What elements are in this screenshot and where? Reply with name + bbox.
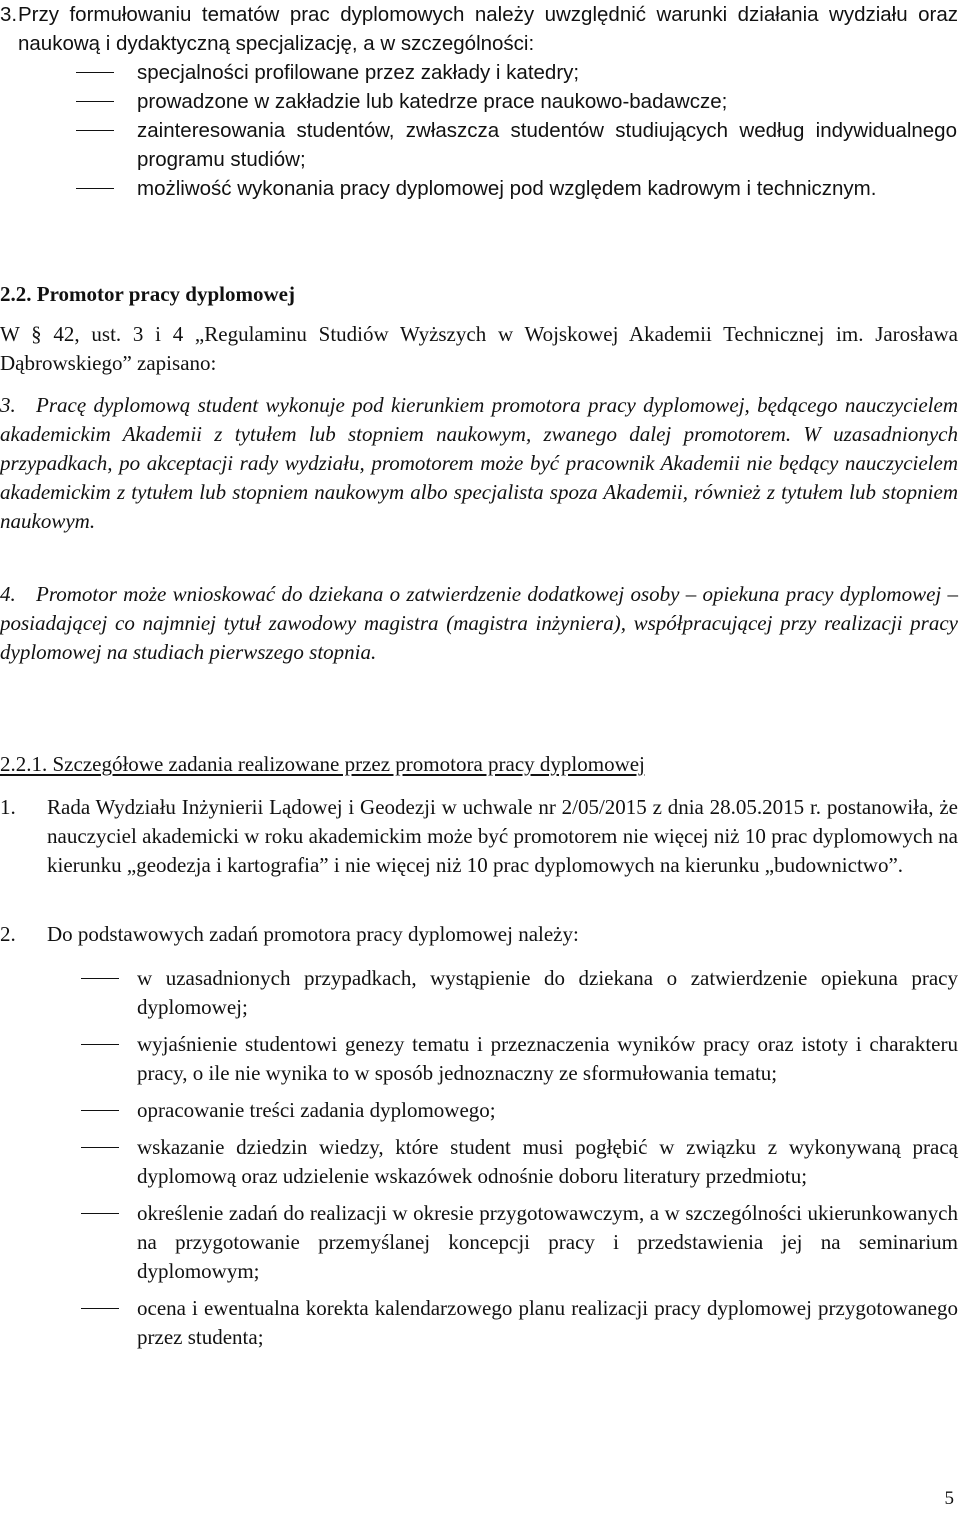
list-item: w uzasadnionych przypadkach, wystąpienie do dziekana o zatwierdzenie opiekuna pracy dyplomowej; bbox=[0, 964, 958, 1022]
numbered-item-2: 2. Do podstawowych zadań promotora pracy dyplomowej należy: bbox=[0, 922, 579, 946]
dash-bullet-icon bbox=[76, 72, 114, 73]
quote-item-4: 4. Promotor może wnioskować do dziekana o zatwierdzenie dodatkowej osoby – opiekuna pracy dyplomowej – posiadającej co najmniej tytuł zawodowy magistra (magistra inżyniera), współpracującej przy realizacji pracy dyplomowej na studiach pierwszego stopnia. bbox=[0, 582, 958, 664]
list-item: opracowanie treści zadania dyplomowego; bbox=[0, 1096, 958, 1125]
dash-bullet-icon bbox=[76, 101, 114, 102]
list-item: prowadzone w zakładzie lub katedrze prace naukowo-badawcze; bbox=[0, 87, 957, 116]
list-item: zainteresowania studentów, zwłaszcza studentów studiujących według indywidualnego programu studiów; bbox=[0, 116, 957, 174]
duties-list bbox=[0, 964, 958, 1360]
dash-bullet-icon bbox=[81, 1044, 119, 1045]
section-2-2-heading: 2.2. Promotor pracy dyplomowej bbox=[0, 282, 295, 306]
numbered-item-1: 1. Rada Wydziału Inżynierii Lądowej i Geodezji w uchwale nr 2/05/2015 z dnia 28.05.2015 r. postanowiła, że nauczyciel akademicki w roku akademickim może być promotorem nie więcej niż 10 prac dyplomowych na kierunku „geodezja i kartografia” i nie więcej niż 10 prac dyplomowych na kierunku „budownictwo”. bbox=[0, 795, 958, 877]
quote-item-3: 3. Pracę dyplomową student wykonuje pod kierunkiem promotora pracy dyplomowej, będącego nauczycielem akademickim Akademii z tytułem lub stopniem naukowym, zwanego dalej promotorem. W uzasadnionych przypadkach, po akceptacji rady wydziału, promotorem może być pracownik Akademii nie będący nauczycielem akademickim z tytułem lub stopniem naukowym albo specjalista spoza Akademii, również z tytułem lub stopniem naukowym. bbox=[0, 393, 958, 533]
section-3 bbox=[0, 0, 958, 203]
list-item: ocena i ewentualna korekta kalendarzowego planu realizacji pracy dyplomowej przygotowanego przez studenta; bbox=[0, 1294, 958, 1352]
dash-bullet-icon bbox=[81, 1213, 119, 1214]
dash-bullet-icon bbox=[81, 1110, 119, 1111]
list-item: specjalności profilowane przez zakłady i katedry; bbox=[0, 58, 957, 87]
list-item: wskazanie dziedzin wiedzy, które student musi pogłębić w związku z wykonywaną pracą dyplomową oraz udzielenie wskazówek odnośnie doboru literatury przedmiotu; bbox=[0, 1133, 958, 1191]
section-3-number: 3. bbox=[0, 3, 18, 26]
dash-bullet-icon bbox=[76, 188, 114, 189]
section-3-text: Przy formułowaniu tematów prac dyplomowych należy uwzględnić warunki działania wydziału oraz naukową i dydaktyczną specjalizację, a w szczególności: bbox=[18, 3, 958, 55]
dash-bullet-icon bbox=[81, 1147, 119, 1148]
dash-bullet-icon bbox=[76, 130, 114, 131]
list-item: możliwość wykonania pracy dyplomowej pod względem kadrowym i technicznym. bbox=[0, 174, 957, 203]
section-2-2-intro: W § 42, ust. 3 i 4 „Regulaminu Studiów Wyższych w Wojskowej Akademii Technicznej im. Jarosława Dąbrowskiego” zapisano: bbox=[0, 322, 958, 375]
dash-bullet-icon bbox=[81, 978, 119, 979]
section-2-2-1-heading: 2.2.1. Szczegółowe zadania realizowane przez promotora pracy dyplomowej bbox=[0, 752, 645, 776]
list-item: wyjaśnienie studentowi genezy tematu i przeznaczenia wyników pracy oraz istoty i charakteru pracy, o ile nie wynika to w sposób jednoznaczny ze sformułowania tematu; bbox=[0, 1030, 958, 1088]
dash-bullet-icon bbox=[81, 1308, 119, 1309]
list-item: określenie zadań do realizacji w okresie przygotowawczym, a w szczególności ukierunkowanych na przygotowanie przemyślanej koncepcji pracy i przedstawienia jej na seminarium dyplomowym; bbox=[0, 1199, 958, 1286]
page-number: 5 bbox=[944, 1488, 954, 1509]
